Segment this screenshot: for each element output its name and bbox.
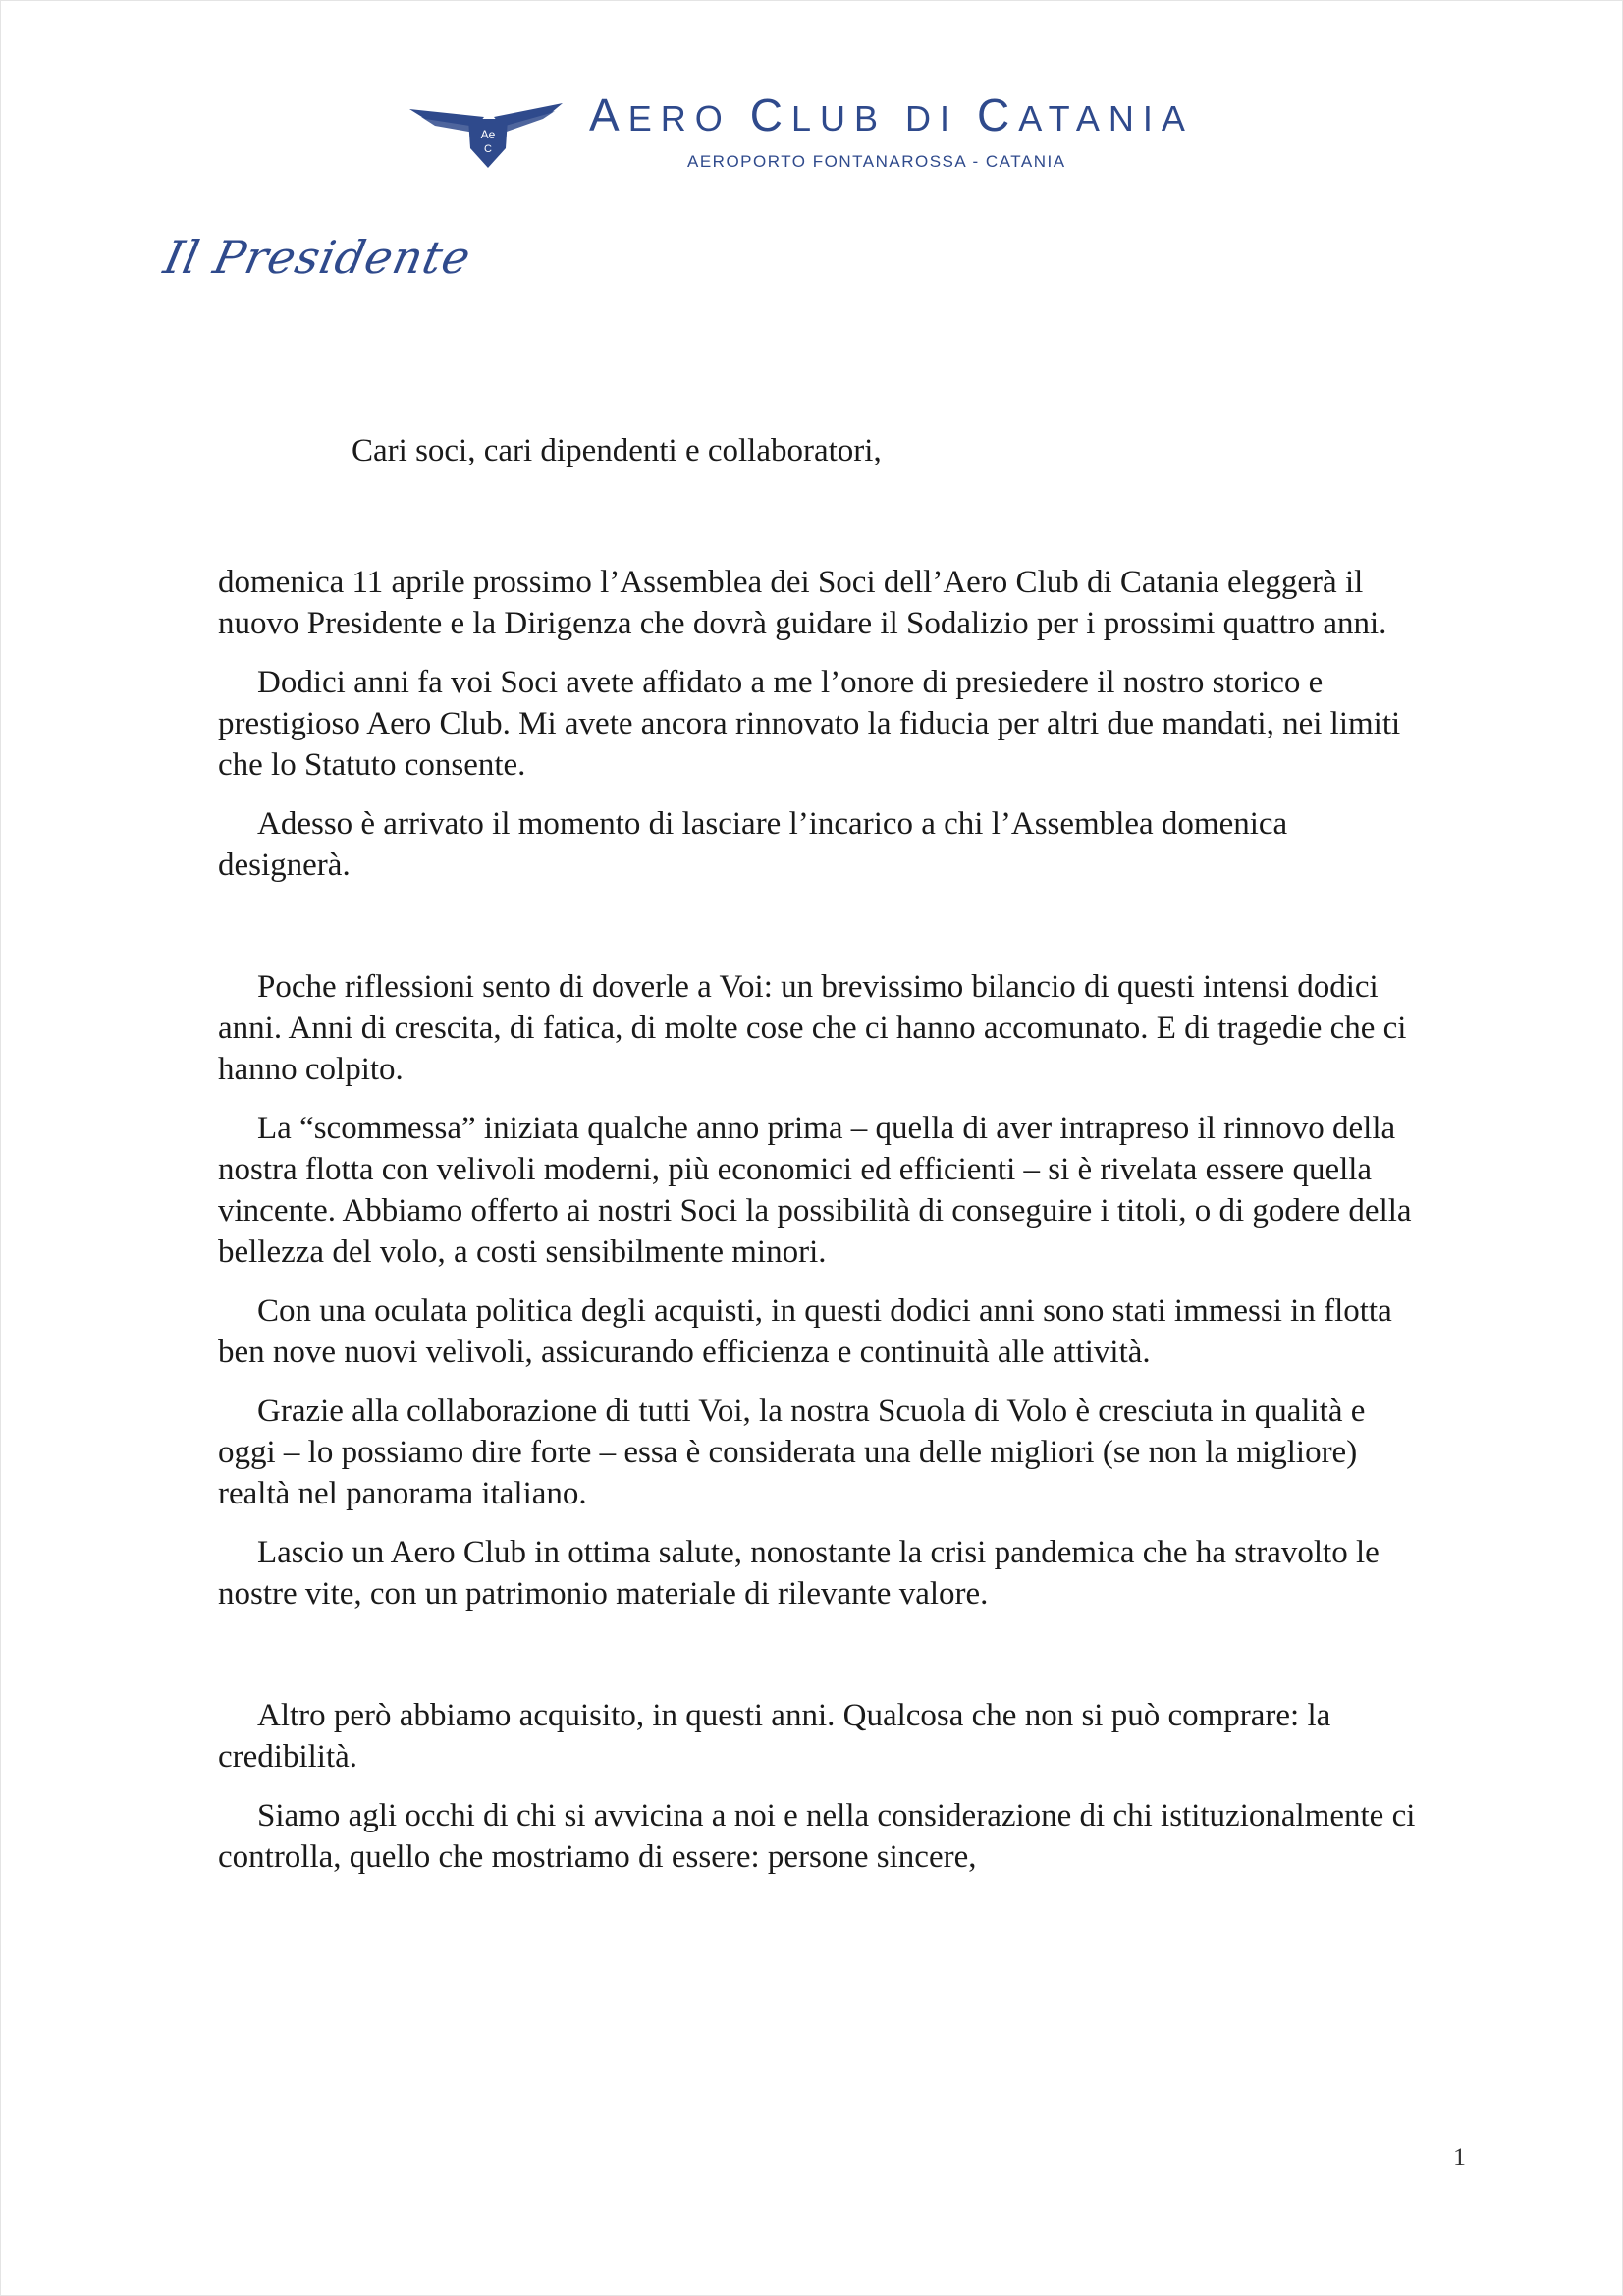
- club-name: [589, 89, 1194, 140]
- salutation: Cari soci, cari dipendenti e collaboratori,: [352, 433, 882, 468]
- paragraph: La “scommessa” iniziata qualche anno prima – quella di aver intrapreso il rinnovo della nostra flotta con velivoli moderni, più economici ed efficienti – si è rivelata essere quella vincente. Abbiamo offerto ai nostri Soci la possibilità di conseguire i titoli, o di godere della bellezza del volo, a costi sensibilmente minori.: [218, 1111, 1412, 1270]
- club-name-word: CLUB: [749, 89, 887, 140]
- paragraph: Grazie alla collaborazione di tutti Voi, la nostra Scuola di Volo è cresciuta in qualità e oggi – lo possiamo dire forte – essa è considerata una delle migliori (se non la migliore) realtà nel panorama italiano.: [218, 1394, 1366, 1511]
- page-number: 1: [1453, 2143, 1466, 2171]
- paragraph: domenica 11 aprile prossimo l’Assemblea dei Soci dell’Aero Club di Catania eleggerà il nuovo Presidente e la Dirigenza che dovrà guidare il Sodalizio per i prossimi quattro anni.: [218, 565, 1387, 641]
- svg-text:Ae: Ae: [480, 128, 496, 141]
- letter-body: [218, 562, 1426, 1895]
- signature-heading: Il Presidente: [159, 231, 476, 284]
- svg-text:C: C: [484, 143, 492, 155]
- paragraph: Con una oculata politica degli acquisti, in questi dodici anni sono stati immessi in flotta ben nove nuovi velivoli, assicurando efficienza e continuità alle attività.: [218, 1293, 1392, 1370]
- club-subtitle: AEROPORTO FONTANAROSSA - CATANIA: [687, 152, 1066, 171]
- paragraph: Poche riflessioni sento di doverle a Voi: un brevissimo bilancio di questi intensi dodici anni. Anni di crescita, di fatica, di molte cose che ci hanno accomunato. E di tragedie che ci hanno colpito.: [218, 969, 1407, 1087]
- club-name-word: AERO: [589, 89, 731, 140]
- paragraph: Adesso è arrivato il momento di lasciare l’incarico a chi l’Assemblea domenica designerà.: [218, 806, 1288, 883]
- letterhead: [407, 89, 1252, 182]
- aero-club-winged-logo: [407, 95, 565, 174]
- paragraph: Dodici anni fa voi Soci avete affidato a me l’onore di presiedere il nostro storico e prestigioso Aero Club. Mi avete ancora rinnovato la fiducia per altri due mandati, nei limiti che lo Statuto consente.: [218, 665, 1401, 783]
- paragraph: Altro però abbiamo acquisito, in questi anni. Qualcosa che non si può comprare: la credibilità.: [218, 1698, 1331, 1775]
- club-name-word: CATANIA: [977, 89, 1194, 140]
- paragraph: Lascio un Aero Club in ottima salute, nonostante la crisi pandemica che ha stravolto le nostre vite, con un patrimonio materiale di rilevante valore.: [218, 1535, 1380, 1612]
- paragraph: Siamo agli occhi di chi si avvicina a noi e nella considerazione di chi istituzionalmente ci controlla, quello che mostriamo di essere: persone sincere,: [218, 1798, 1416, 1875]
- club-name-word: DI: [905, 98, 958, 138]
